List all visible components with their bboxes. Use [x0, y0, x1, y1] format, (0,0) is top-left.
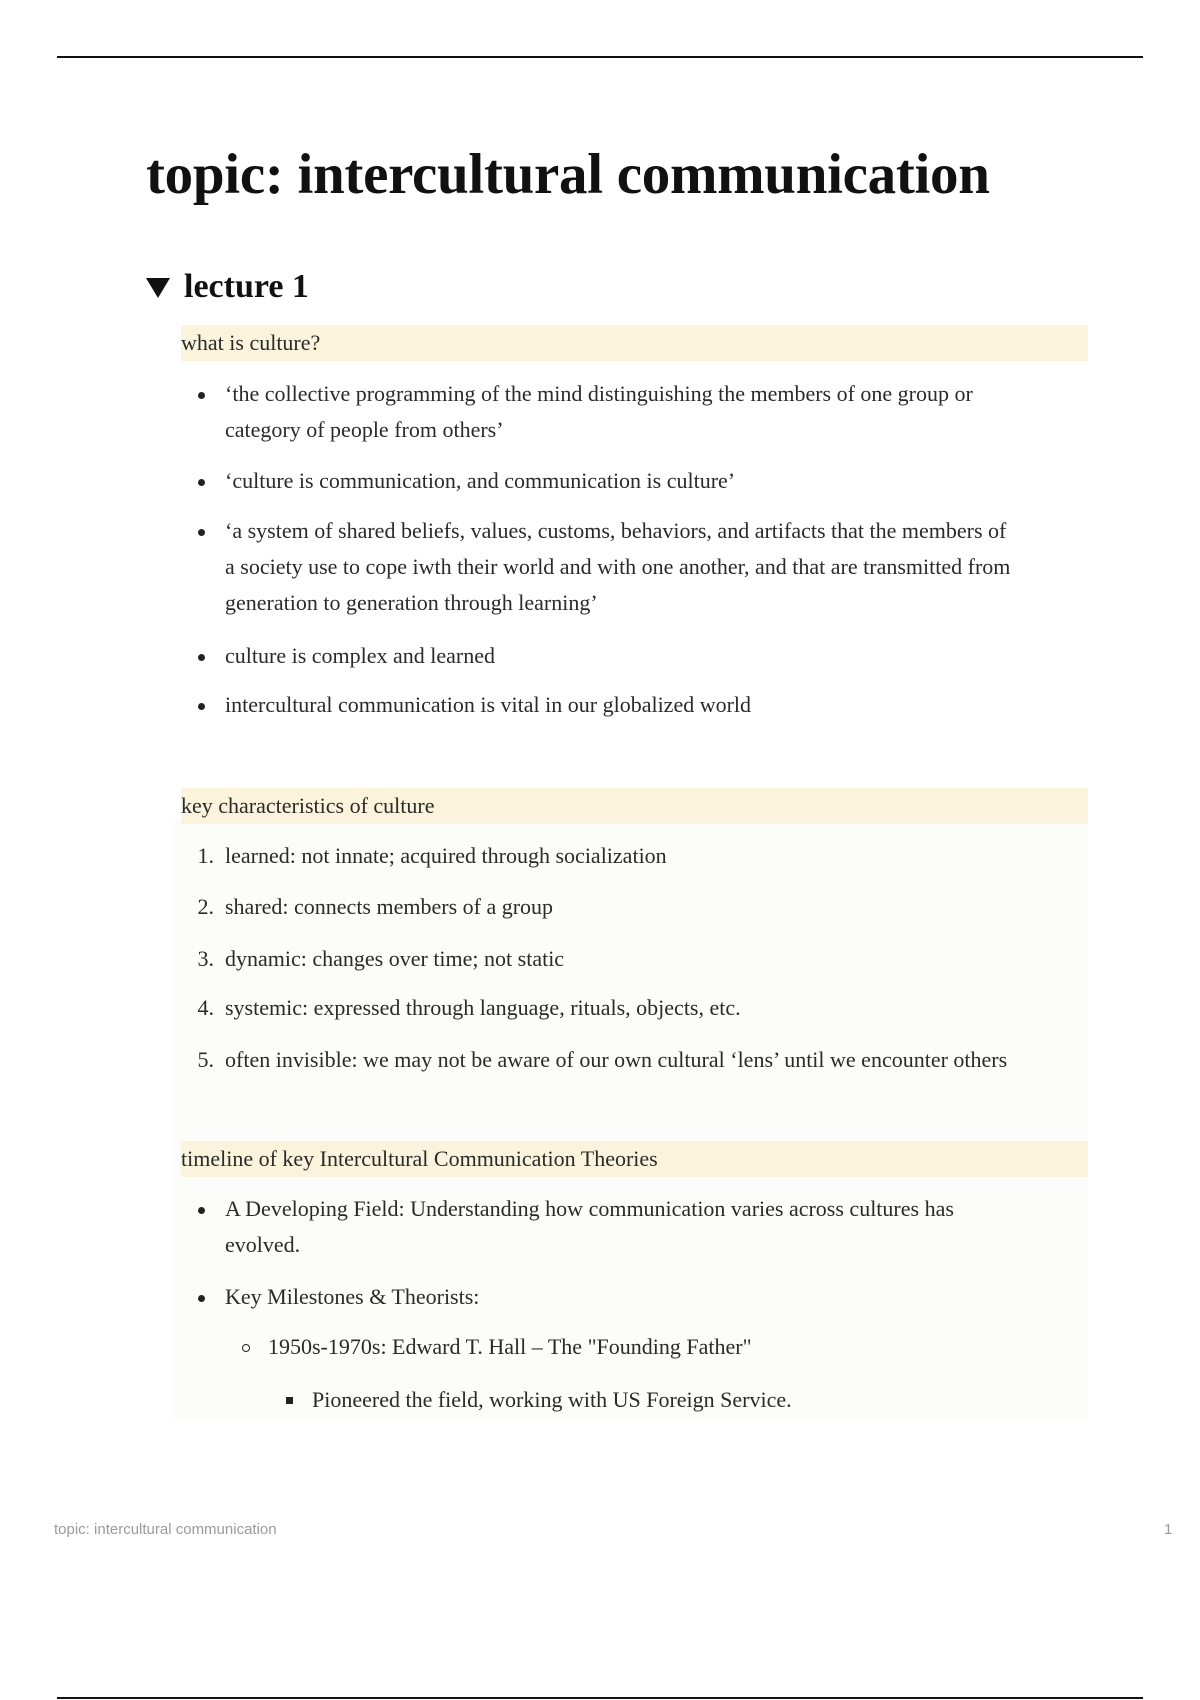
numbered-item: shared: connects members of a group: [225, 894, 554, 919]
sub-bullet-icon: [242, 1344, 250, 1352]
numbered-item: often invisible: we may not be aware of our own cultural ‘lens’ until we encounter others: [225, 1047, 1008, 1072]
list-item: A Developing Field: Understanding how communication varies across cultures has evolved.: [225, 1196, 954, 1257]
list-number: 5.: [197, 1047, 214, 1072]
list-item: Key Milestones & Theorists:: [225, 1284, 480, 1309]
toggle-triangle-icon[interactable]: [146, 278, 170, 298]
numbered-item: learned: not innate; acquired through socialization: [225, 843, 667, 868]
page-title: topic: intercultural communication: [146, 143, 990, 206]
bullet-icon: [198, 654, 205, 661]
numbered-item: systemic: expressed through language, rituals, objects, etc.: [225, 995, 741, 1020]
bullet-icon: [198, 1207, 205, 1214]
section-heading-timeline: timeline of key Intercultural Communication Theories: [181, 1141, 1088, 1177]
list-number: 4.: [197, 995, 214, 1020]
bullet-icon: [198, 392, 205, 399]
bottom-rule: [57, 1697, 1143, 1699]
list-item: ‘the collective programming of the mind distinguishing the members of one group or category of people from others’: [225, 381, 973, 442]
numbered-item: dynamic: changes over time; not static: [225, 946, 565, 971]
sub-sub-list-item: Pioneered the field, working with US Foreign Service.: [312, 1387, 792, 1412]
list-number: 3.: [197, 946, 214, 971]
list-number: 1.: [197, 843, 214, 868]
toggle-label: lecture 1: [184, 268, 309, 305]
footer-title: topic: intercultural communication: [54, 1521, 277, 1538]
section-heading-key-characteristics: key characteristics of culture: [181, 788, 1088, 824]
bullet-icon: [198, 479, 205, 486]
section-heading-what-is-culture: what is culture?: [181, 325, 1088, 361]
top-rule: [57, 56, 1143, 58]
lecture-toggle[interactable]: [146, 268, 309, 306]
list-item: intercultural communication is vital in our globalized world: [225, 692, 752, 717]
bullet-icon: [198, 529, 205, 536]
list-item: ‘a system of shared beliefs, values, customs, behaviors, and artifacts that the members of a society use to cope iwth their world and with one another, and that are transmitted from generation to generation through learning’: [225, 518, 1011, 615]
list-item: culture is complex and learned: [225, 643, 496, 668]
sub-sub-bullet-icon: [286, 1397, 293, 1404]
page-number: 1: [1164, 1521, 1173, 1538]
list-number: 2.: [197, 894, 214, 919]
list-item: ‘culture is communication, and communication is culture’: [225, 468, 736, 493]
bullet-icon: [198, 703, 205, 710]
bullet-icon: [198, 1295, 205, 1302]
sub-list-item: 1950s-1970s: Edward T. Hall – The "Founding Father": [268, 1334, 752, 1359]
